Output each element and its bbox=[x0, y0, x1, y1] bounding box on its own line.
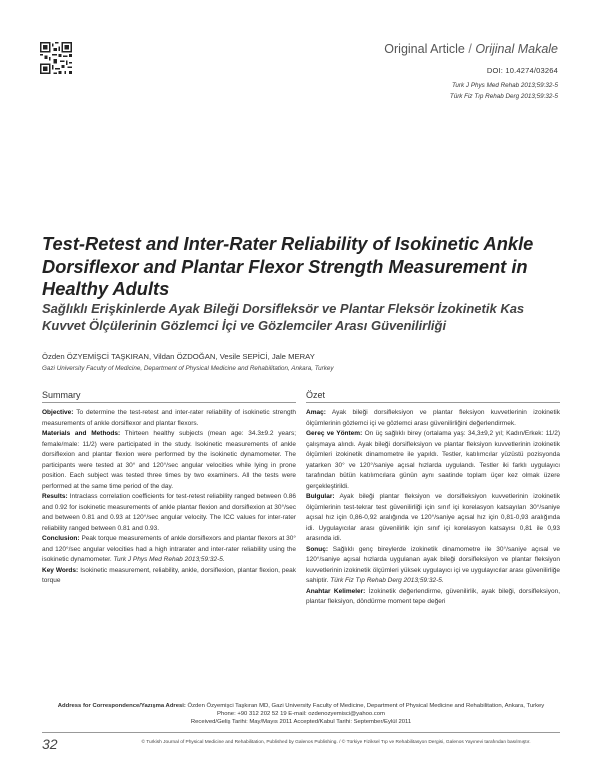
article-type bbox=[158, 42, 558, 56]
citation-tr: Türk Fiz Tıp Rehab Derg 2013;59:32-5 bbox=[449, 92, 558, 100]
summary-conclusion: Conclusion: Peak torque measurements of ankle dorsiflexors and plantar flexors at 30° and 120°/sec angular velocities had a high intrarater and inter-rater reliability using the isokinetic dynamometer. Turk J Phys Med Rehab 2013;59:32-5. bbox=[42, 535, 296, 563]
summary-methods: Materials and Methods: Thirteen healthy subjects (mean age: 34.3±9.2 years; female/male: 11/2) were participated in the study. Isokinetic measurements of ankle dorsiflexion and plantar flexion were performed by the isokinetic dynamometer. The participants were tested at 30° and 120°/sec angular velocities while lying in prone position. Each subject was tested three times by two examiners. All the tests were performed at the same time period of the day. bbox=[42, 430, 296, 490]
page-number: 32 bbox=[42, 736, 58, 752]
ozet-rule bbox=[306, 402, 560, 403]
summary-heading: Summary bbox=[42, 390, 81, 400]
ozet-yontem: Gereç ve Yöntem: On üç sağlıklı birey (ortalama yaş: 34,3±9,2 yıl; Kadın/Erkek: 11/2) çalışmaya alındı. Ayak bileği dorsifleksiyon ve plantar fleksiyon kuvvetlerinin izokinetik ölçümleri izokinetik dinamometre ile yapıldı. Testler, katılımcılar yüzüstü pozisyonda yatarken 30° ve 120°/saniye açısal hızlarda uygulandı. Testler iki farklı uygulayıcı tarafından bütün katılımcılara günün aynı saatinde toplam üçer kez olmak üzere gerçekleştirildi. bbox=[306, 430, 560, 490]
footer-rule bbox=[42, 732, 560, 733]
correspondence-text: Özden Özyemişci Taşkıran MD, Gazi University Faculty of Medicine, Department of Physical Medicine and Rehabilitation, Ankara, Turkey bbox=[187, 703, 545, 709]
article-type-tr: Orijinal Makale bbox=[475, 42, 558, 56]
ozet-amac: Amaç: Ayak bileği dorsifleksiyon ve plantar fleksiyon kuvvetlerinin izokinetik ölçümlerinin gözlemci içi ve gözlemci arası güvenilirliğini değerlendirmek. bbox=[306, 409, 560, 427]
copyright: © Turkish Journal of Physical Medicine and Rehabilitation, Published by Galenos Publishing. / © Türkiye Fiziksel Tıp ve Rehabilitasyon Dergisi, Galenos Yayınevi tarafından basılmıştır. bbox=[141, 740, 531, 745]
correspondence-contact[interactable]: Phone: +90 312 202 52 19 E-mail: ozdenozyemisci@yahoo.com bbox=[217, 710, 385, 717]
received-accepted-dates: Received/Geliş Tarihi: May/Mayıs 2011 Accepted/Kabul Tarihi: September/Eylül 2011 bbox=[190, 719, 412, 725]
ozet-heading: Özet bbox=[306, 390, 326, 400]
summary-objective: Objective: To determine the test-retest and inter-rater reliability of isokinetic strength measurements of ankle dorsiflexor and plantar flexors. bbox=[42, 409, 296, 427]
article-header bbox=[158, 42, 558, 101]
ozet-sonuc: Sonuç: Sağlıklı genç bireylerde izokinetik dinamometre ile 30°/saniye açısal ve 120°/saniye açısal hızlarda uygulanan ayak bileği dorsifleksiyon ve plantar fleksiyon kuvvetlerinin izokinetik ölçümleri yüksek uygulayıcı içi ve uygulayıcılar arası güvenilirliğe sahiptir. Türk Fiz Tıp Rehab Derg 2013;59:32-5. bbox=[306, 545, 560, 584]
summary-column bbox=[42, 408, 296, 587]
correspondence-label: Address for Correspondence/Yazışma Adresi: bbox=[57, 703, 186, 709]
ozet-anahtar: Anahtar Kelimeler: İzokinetik değerlendirme, güvenilirlik, ayak bileği, dorsifleksiyon, plantar fleksiyon, döndürme moment tepe değeri bbox=[306, 587, 561, 605]
citation-en: Turk J Phys Med Rehab 2013;59:32-5 bbox=[452, 82, 558, 89]
article-type-en: Original Article bbox=[384, 42, 465, 56]
summary-results: Results: Intraclass correlation coefficients for test-retest reliability ranged between 0.86 and 0.92 for isokinetic measurements of ankle plantar flexion and dorsiflexion at 30°/sec and between 0.81 and 0.93 at 120°/sec angular velocity. The ICC values for inter-rater reliability ranged between 0.81 and 0.93. bbox=[42, 493, 296, 532]
affiliation: Gazi University Faculty of Medicine, Department of Physical Medicine and Rehabilitation, Ankara, Turkey bbox=[42, 365, 334, 372]
article-title: Test-Retest and Inter-Rater Reliability of Isokinetic Ankle Dorsiflexor and Plantar Flexor Strength Measurement in Healthy Adults bbox=[42, 233, 534, 299]
authors: Özden ÖZYEMİŞCİ TAŞKIRAN, Vildan ÖZDOĞAN, Vesile SEPİCİ, Jale MERAY bbox=[42, 352, 315, 361]
summary-keywords: Key Words: Isokinetic measurement, reliability, ankle, dorsiflexion, plantar flexion, peak torque bbox=[42, 566, 296, 584]
ozet-column bbox=[306, 408, 560, 608]
doi[interactable]: DOI: 10.4274/03264 bbox=[486, 66, 558, 75]
ozet-bulgular: Bulgular: Ayak bileği plantar fleksiyon ve dorsifleksiyon kuvvetlerinin izokinetik ölçümlerinin test-tekrar test güvenilirliği için sınıf içi korelasyon katsayıları 30°/saniye açısal hız için 0,86-0,92 aralığında ve 120°/saniye açısal hız için 0,81-0,93 aralığında idi. Uygulayıcılar arası güvenilirlik için sınıf içi korelasyon katsayısı 0,81 ile 0,93 arasında idi. bbox=[306, 493, 561, 542]
article-subtitle: Sağlıklı Erişkinlerde Ayak Bileği Dorsifleksör ve Plantar Fleksör İzokinetik Kas Kuvvet Ölçülerinin Gözlemci İçi ve Gözlemciler Arası Güvenilirliği bbox=[42, 301, 525, 333]
article-type-separator: / bbox=[468, 42, 472, 56]
summary-rule bbox=[42, 402, 296, 403]
correspondence bbox=[42, 703, 560, 718]
qr-code-icon bbox=[40, 42, 72, 74]
